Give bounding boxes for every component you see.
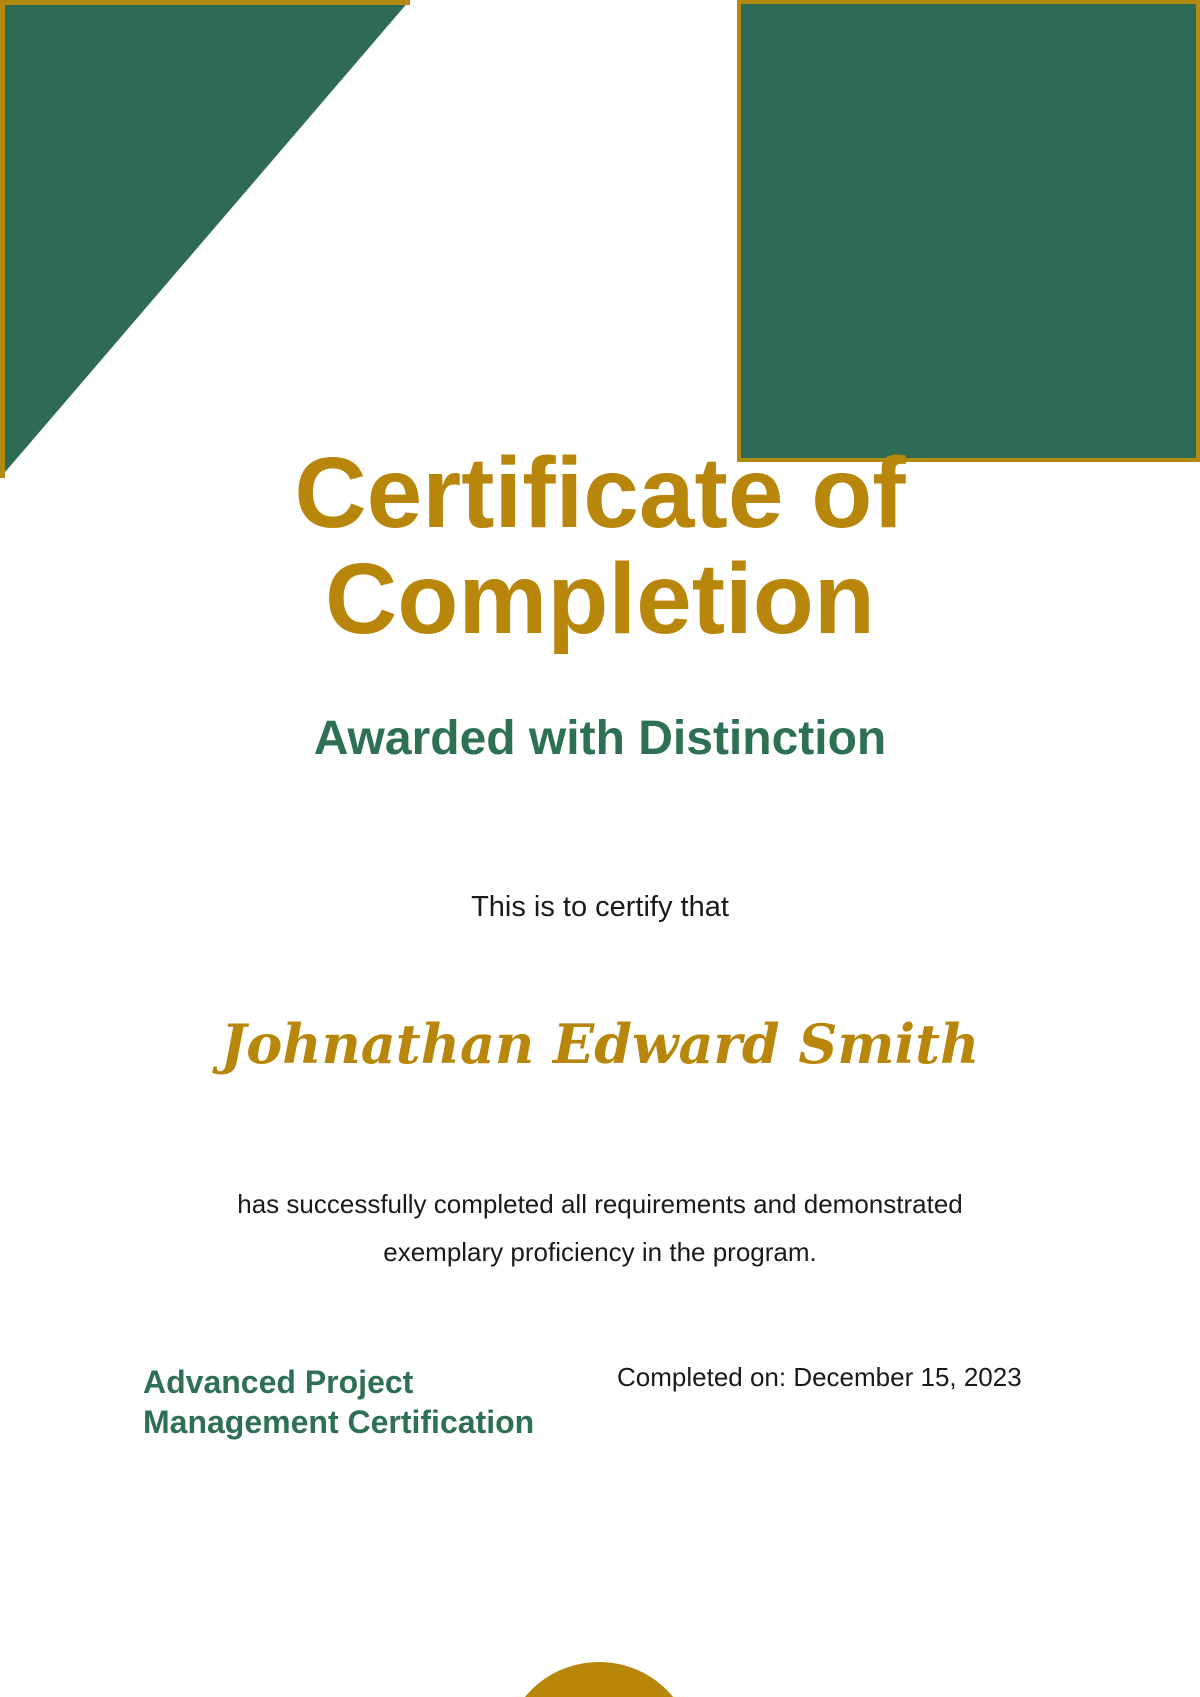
triangle-gold-left-edge bbox=[0, 0, 5, 478]
triangle-shape bbox=[0, 0, 410, 478]
completion-statement bbox=[0, 1180, 1200, 1276]
program-name-line2: Management Certification bbox=[143, 1404, 535, 1440]
triangle-gold-top-edge bbox=[0, 0, 410, 5]
certificate-title-line2: Completion bbox=[325, 543, 875, 655]
program-name-line1: Advanced Project bbox=[143, 1364, 414, 1400]
seal-circle-decoration bbox=[503, 1662, 695, 1697]
recipient-name: Johnathan Edward Smith bbox=[220, 1012, 980, 1076]
completion-date: Completed on: December 15, 2023 bbox=[617, 1362, 1022, 1392]
distinction-subtitle: Awarded with Distinction bbox=[313, 712, 887, 765]
header-rectangle-decoration bbox=[737, 0, 1200, 462]
certificate-title bbox=[0, 437, 1200, 655]
program-name bbox=[143, 1362, 534, 1442]
corner-triangle-decoration bbox=[0, 0, 410, 478]
completion-statement-line1: has successfully completed all requirements and demonstrated bbox=[237, 1189, 963, 1219]
completion-statement-line2: exemplary proficiency in the program. bbox=[383, 1237, 817, 1267]
certify-line: This is to certify that bbox=[471, 891, 729, 923]
certificate-title-line1: Certificate of bbox=[294, 437, 906, 549]
